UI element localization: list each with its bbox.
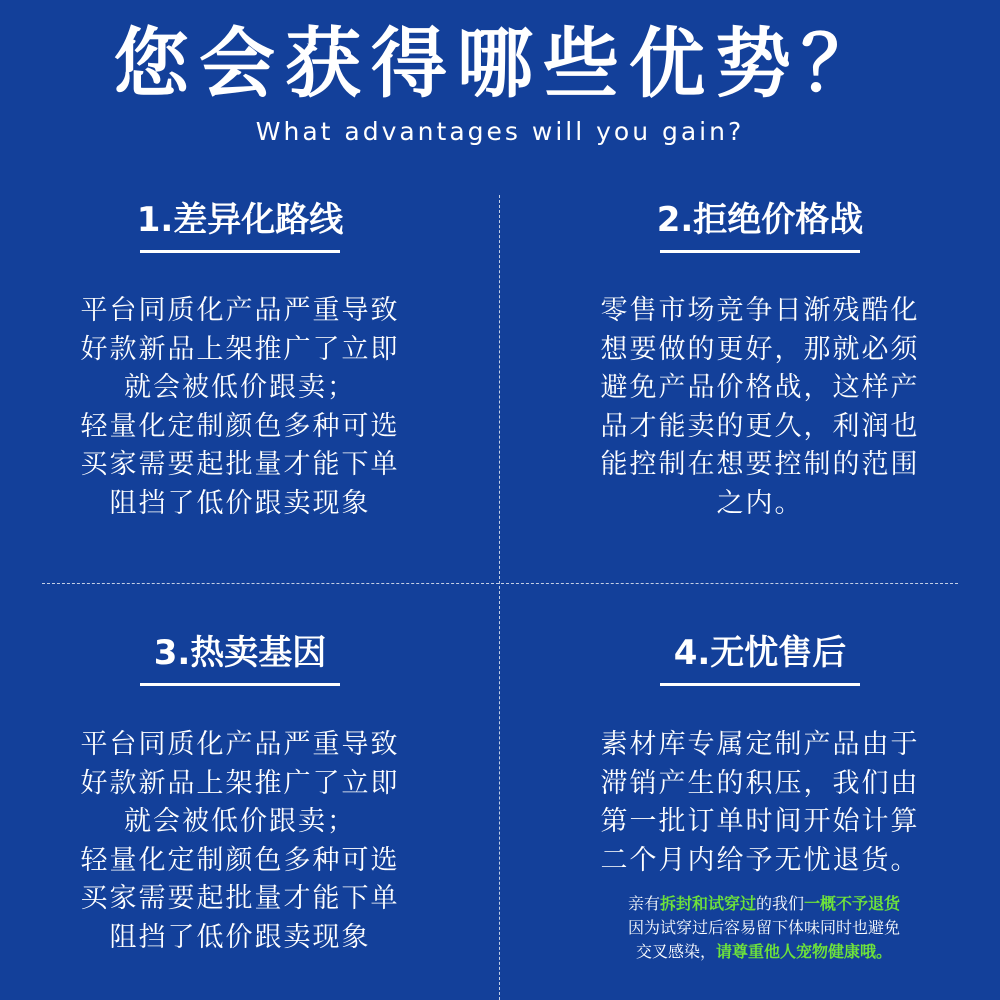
note-line: [580, 892, 948, 916]
section-2-heading: 2.拒绝价格战: [656, 200, 864, 240]
section-2-line: 想要做的更好，那就必须: [600, 333, 920, 365]
section-3-line: 阻挡了低价跟卖现象: [109, 921, 371, 953]
section-3-heading: 3.热卖基因: [153, 633, 327, 673]
section-2-line: 之内。: [716, 487, 804, 519]
section-1-line: 轻量化定制颜色多种可选: [80, 410, 400, 442]
section-4-body: [570, 726, 950, 880]
section-1-line: 好款新品上架推广了立即: [80, 333, 400, 365]
section-4-heading: 4.无忧售后: [673, 633, 847, 673]
note-text: 的我们: [756, 894, 805, 913]
page-title: 您会获得哪些优势？: [113, 19, 887, 108]
section-1-underline: [140, 250, 340, 253]
note-line: 因为试穿过后容易留下体味同时也避免: [627, 918, 900, 937]
section-4-line: 第一批订单时间开始计算: [600, 806, 920, 837]
section-2-underline: [660, 250, 860, 253]
horizontal-divider: [42, 583, 958, 584]
section-3-line: 就会被低价跟卖；: [124, 806, 356, 837]
section-3-line: 平台同质化产品严重导致: [80, 729, 400, 760]
section-4-underline: [660, 683, 860, 686]
section-3-body: [40, 726, 440, 957]
section-4-line: 滞销产生的积压，我们由: [600, 767, 920, 799]
return-policy-note: [580, 892, 948, 964]
section-2-line: 能控制在想要控制的范围: [600, 449, 920, 480]
section-1-body: [40, 292, 440, 523]
section-1-line: 阻挡了低价跟卖现象: [109, 487, 371, 519]
note-text: 亲有: [627, 894, 660, 913]
section-1-heading: 1.差异化路线: [136, 200, 344, 240]
section-1-line: 买家需要起批量才能下单: [80, 449, 400, 480]
section-3-line: 买家需要起批量才能下单: [80, 883, 400, 914]
note-line: [580, 940, 948, 964]
page-subtitle: What advantages will you gain?: [255, 117, 745, 146]
section-4-line: 二个月内给予无忧退货。: [600, 844, 920, 876]
section-3-line: 轻量化定制颜色多种可选: [80, 844, 400, 876]
note-highlight: 请尊重他人宠物健康哦。: [716, 942, 893, 961]
section-1-line: 平台同质化产品严重导致: [80, 295, 400, 326]
note-highlight: 拆封和试穿过: [659, 894, 756, 913]
section-3-underline: [140, 683, 340, 686]
section-2-body: [560, 292, 960, 523]
section-2-line: 品才能卖的更久，利润也: [600, 410, 920, 442]
vertical-divider: [499, 195, 500, 1000]
note-highlight: 一概不予退货: [804, 894, 901, 913]
section-4-line: 素材库专属定制产品由于: [600, 729, 920, 760]
section-3-line: 好款新品上架推广了立即: [80, 767, 400, 799]
section-2-line: 避免产品价格战，这样产: [600, 372, 920, 403]
section-1-line: 就会被低价跟卖；: [124, 372, 356, 403]
note-text: 交叉感染，: [635, 942, 716, 961]
section-2-line: 零售市场竞争日渐残酷化: [600, 295, 920, 326]
